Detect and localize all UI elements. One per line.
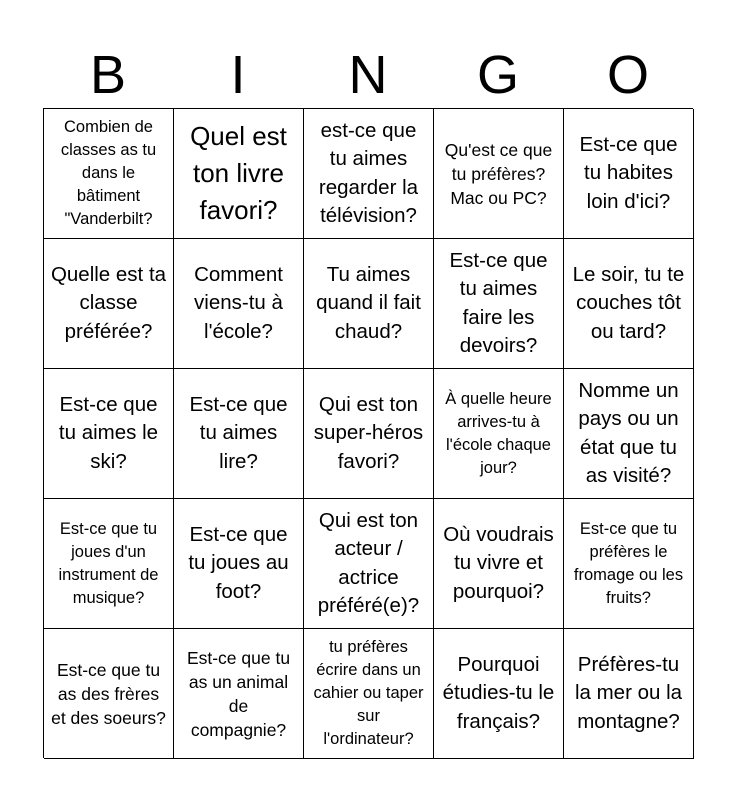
bingo-cell-r1-c3[interactable] bbox=[304, 109, 434, 239]
header-letter-o: O bbox=[606, 45, 649, 105]
cell-text: Quel est ton livre favori? bbox=[190, 121, 287, 225]
bingo-cell-r2-c3[interactable] bbox=[304, 239, 434, 369]
bingo-cell-r1-c5[interactable] bbox=[564, 109, 694, 239]
header-letter-g: G bbox=[476, 45, 519, 105]
cell-text: Tu aimes quand il fait chaud? bbox=[316, 262, 421, 343]
bingo-cell-r1-c1[interactable] bbox=[44, 109, 174, 239]
bingo-cell-r4-c5[interactable] bbox=[564, 499, 694, 629]
bingo-cell-r3-c3[interactable] bbox=[304, 369, 434, 499]
cell-text: Est-ce que tu aimes faire les devoirs? bbox=[449, 248, 548, 357]
header-letter-n: N bbox=[348, 45, 388, 105]
bingo-header bbox=[43, 42, 693, 108]
bingo-cell-r4-c2[interactable] bbox=[174, 499, 304, 629]
cell-text: Où voudrais tu vivre et pourquoi? bbox=[443, 522, 554, 603]
bingo-cell-r5-c4[interactable] bbox=[434, 629, 564, 759]
bingo-cell-r4-c1[interactable] bbox=[44, 499, 174, 629]
cell-text: Comment viens-tu à l'école? bbox=[194, 262, 283, 343]
cell-text: tu préfères écrire dans un cahier ou taper sur l'ordinateur? bbox=[313, 638, 424, 748]
bingo-cell-r5-c3[interactable] bbox=[304, 629, 434, 759]
cell-text: Est-ce que tu as des frères et des soeurs? bbox=[51, 659, 166, 728]
cell-text: Combien de classes as tu dans le bâtiment "Vanderbilt? bbox=[60, 118, 157, 228]
cell-text: Est-ce que tu joues au foot? bbox=[188, 522, 289, 603]
cell-text: Pourquoi étudies-tu le français? bbox=[442, 652, 555, 733]
cell-text: Le soir, tu te couches tôt ou tard? bbox=[572, 262, 685, 343]
cell-text: Est-ce que tu préfères le fromage ou les fruits? bbox=[573, 519, 684, 607]
cell-text: Est-ce que tu as un animal de compagnie? bbox=[186, 647, 291, 740]
cell-text: Nomme un pays ou un état que tu as visité? bbox=[578, 378, 679, 487]
bingo-cell-r3-c2[interactable] bbox=[174, 369, 304, 499]
cell-text: Qui est ton super-héros favori? bbox=[313, 392, 424, 473]
cell-text: Est-ce que tu joues d'un instrument de musique? bbox=[58, 519, 159, 607]
bingo-cell-r2-c5[interactable] bbox=[564, 239, 694, 369]
cell-text: Quelle est ta classe préférée? bbox=[50, 262, 167, 343]
bingo-cell-r1-c2[interactable] bbox=[174, 109, 304, 239]
bingo-cell-r4-c4[interactable] bbox=[434, 499, 564, 629]
bingo-cell-r4-c3[interactable] bbox=[304, 499, 434, 629]
cell-text: Qu'est ce que tu préfères? Mac ou PC? bbox=[444, 139, 553, 208]
cell-text: est-ce que tu aimes regarder la télévision? bbox=[318, 118, 419, 227]
cell-text: Est-ce que tu aimes le ski? bbox=[58, 392, 159, 473]
header-letter-i: I bbox=[230, 45, 246, 105]
bingo-cell-r5-c5[interactable] bbox=[564, 629, 694, 759]
bingo-cell-r3-c4[interactable] bbox=[434, 369, 564, 499]
bingo-cell-r3-c5[interactable] bbox=[564, 369, 694, 499]
bingo-cell-r1-c4[interactable] bbox=[434, 109, 564, 239]
bingo-cell-r5-c2[interactable] bbox=[174, 629, 304, 759]
cell-text: Est-ce que tu habites loin d'ici? bbox=[579, 132, 678, 213]
cell-text: Qui est ton acteur / actrice préféré(e)? bbox=[317, 508, 420, 617]
bingo-cell-r5-c1[interactable] bbox=[44, 629, 174, 759]
bingo-board bbox=[43, 108, 693, 758]
bingo-cell-r2-c2[interactable] bbox=[174, 239, 304, 369]
bingo-cell-r3-c1[interactable] bbox=[44, 369, 174, 499]
bingo-cell-r2-c4[interactable] bbox=[434, 239, 564, 369]
header-letter-b: B bbox=[89, 45, 127, 105]
cell-text: Préfères-tu la mer ou la montagne? bbox=[574, 652, 683, 733]
cell-text: Est-ce que tu aimes lire? bbox=[189, 392, 288, 473]
bingo-cell-r2-c1[interactable] bbox=[44, 239, 174, 369]
cell-text: À quelle heure arrives-tu à l'école chaque jour? bbox=[445, 389, 552, 477]
